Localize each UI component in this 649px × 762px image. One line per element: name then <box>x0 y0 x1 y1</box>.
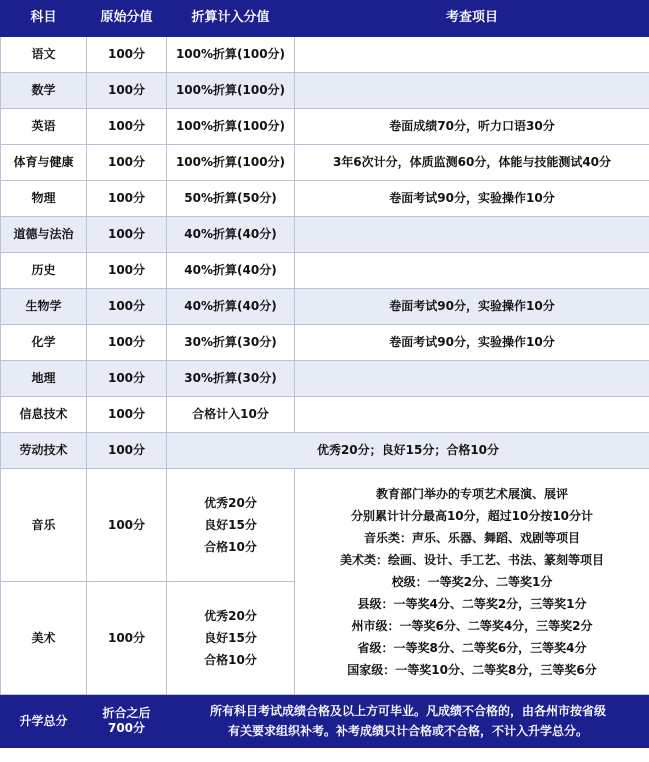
cell-original: 100分 <box>87 109 167 145</box>
cell-subject: 信息技术 <box>1 397 87 433</box>
table-row <box>1 217 649 253</box>
footer-total-line2: 700分 <box>107 721 146 735</box>
cell-converted: 30%折算(30分) <box>167 361 295 397</box>
cell-music-levels <box>167 469 295 582</box>
arts-detail-line: 分别累计计分最高10分，超过10分按10分计 <box>350 508 594 523</box>
cell-items: 卷面考试90分，实验操作10分 <box>295 181 649 217</box>
header-converted: 折算计入分值 <box>167 1 295 37</box>
table-row <box>1 253 649 289</box>
footer-total <box>87 695 167 748</box>
table-row-music <box>1 469 649 582</box>
cell-items: 卷面成绩70分，听力口语30分 <box>295 109 649 145</box>
cell-original: 100分 <box>87 397 167 433</box>
table-row <box>1 181 649 217</box>
cell-converted: 合格计入10分 <box>167 397 295 433</box>
cell-original: 100分 <box>87 145 167 181</box>
cell-original: 100分 <box>87 325 167 361</box>
level-good: 良好15分 <box>204 518 257 532</box>
level-excellent: 优秀20分 <box>204 609 257 623</box>
cell-subject: 体育与健康 <box>1 145 87 181</box>
header-exam-items: 考查项目 <box>295 1 649 37</box>
table-row <box>1 325 649 361</box>
cell-original: 100分 <box>87 433 167 469</box>
arts-detail-line: 省级：一等奖8分、二等奖6分，三等奖4分 <box>357 640 587 655</box>
cell-subject: 化学 <box>1 325 87 361</box>
table-row <box>1 289 649 325</box>
cell-items <box>295 73 649 109</box>
cell-subject: 音乐 <box>1 469 87 582</box>
arts-detail-line: 美术类：绘画、设计、手工艺、书法、篆刻等项目 <box>339 552 604 567</box>
footer-note-line2: 有关要求组织补考。补考成绩只计合格或不合格，不计入升学总分。 <box>227 724 588 738</box>
footer-note <box>167 695 649 748</box>
cell-subject: 生物学 <box>1 289 87 325</box>
cell-converted: 100%折算(100分) <box>167 73 295 109</box>
cell-items: 3年6次计分，体质监测60分，体能与技能测试40分 <box>295 145 649 181</box>
cell-art-levels <box>167 582 295 695</box>
cell-labor-levels: 优秀20分；良好15分；合格10分 <box>167 433 649 469</box>
table-row <box>1 397 649 433</box>
cell-subject: 劳动技术 <box>1 433 87 469</box>
footer-row <box>1 695 649 748</box>
cell-items <box>295 397 649 433</box>
table-row-labor <box>1 433 649 469</box>
footer-label: 升学总分 <box>1 695 87 748</box>
arts-detail-line: 州市级：一等奖6分、二等奖4分，三等奖2分 <box>351 618 593 633</box>
cell-converted: 100%折算(100分) <box>167 109 295 145</box>
cell-original: 100分 <box>87 73 167 109</box>
cell-items: 卷面考试90分，实验操作10分 <box>295 289 649 325</box>
arts-detail-line: 教育部门举办的专项艺术展演、展评 <box>375 486 568 501</box>
cell-subject: 语文 <box>1 37 87 73</box>
cell-items <box>295 361 649 397</box>
cell-subject: 美术 <box>1 582 87 695</box>
cell-converted: 30%折算(30分) <box>167 325 295 361</box>
cell-original: 100分 <box>87 582 167 695</box>
header-subject: 科目 <box>1 1 87 37</box>
cell-subject: 道德与法治 <box>1 217 87 253</box>
arts-detail-line: 校级：一等奖2分、二等奖1分 <box>391 574 553 589</box>
cell-items: 卷面考试90分，实验操作10分 <box>295 325 649 361</box>
cell-original: 100分 <box>87 253 167 289</box>
level-good: 良好15分 <box>204 631 257 645</box>
cell-converted: 40%折算(40分) <box>167 217 295 253</box>
cell-original: 100分 <box>87 361 167 397</box>
table-row <box>1 361 649 397</box>
footer-note-line1: 所有科目考试成绩合格及以上方可毕业。凡成绩不合格的，由各州市按省级 <box>209 704 606 718</box>
cell-subject: 历史 <box>1 253 87 289</box>
table-row <box>1 73 649 109</box>
cell-subject: 英语 <box>1 109 87 145</box>
cell-arts-detail <box>295 469 649 695</box>
cell-original: 100分 <box>87 469 167 582</box>
footer-total-line1: 折合之后 <box>102 706 151 720</box>
cell-subject: 数学 <box>1 73 87 109</box>
cell-converted: 50%折算(50分) <box>167 181 295 217</box>
arts-detail-line: 县级：一等奖4分、二等奖2分，三等奖1分 <box>357 596 587 611</box>
cell-items <box>295 217 649 253</box>
level-pass: 合格10分 <box>204 540 257 554</box>
cell-original: 100分 <box>87 217 167 253</box>
cell-converted: 40%折算(40分) <box>167 289 295 325</box>
cell-original: 100分 <box>87 181 167 217</box>
table-row <box>1 145 649 181</box>
arts-detail-line: 国家级：一等奖10分、二等奖8分，三等奖6分 <box>347 662 597 677</box>
cell-converted: 100%折算(100分) <box>167 37 295 73</box>
arts-detail-line: 音乐类：声乐、乐器、舞蹈、戏剧等项目 <box>363 530 580 545</box>
level-excellent: 优秀20分 <box>204 496 257 510</box>
cell-original: 100分 <box>87 37 167 73</box>
cell-converted: 100%折算(100分) <box>167 145 295 181</box>
header-row <box>1 1 649 37</box>
cell-subject: 物理 <box>1 181 87 217</box>
cell-items <box>295 37 649 73</box>
level-pass: 合格10分 <box>204 653 257 667</box>
cell-converted: 40%折算(40分) <box>167 253 295 289</box>
table-row <box>1 37 649 73</box>
cell-items <box>295 253 649 289</box>
cell-original: 100分 <box>87 289 167 325</box>
cell-subject: 地理 <box>1 361 87 397</box>
table-row <box>1 109 649 145</box>
header-original: 原始分值 <box>87 1 167 37</box>
